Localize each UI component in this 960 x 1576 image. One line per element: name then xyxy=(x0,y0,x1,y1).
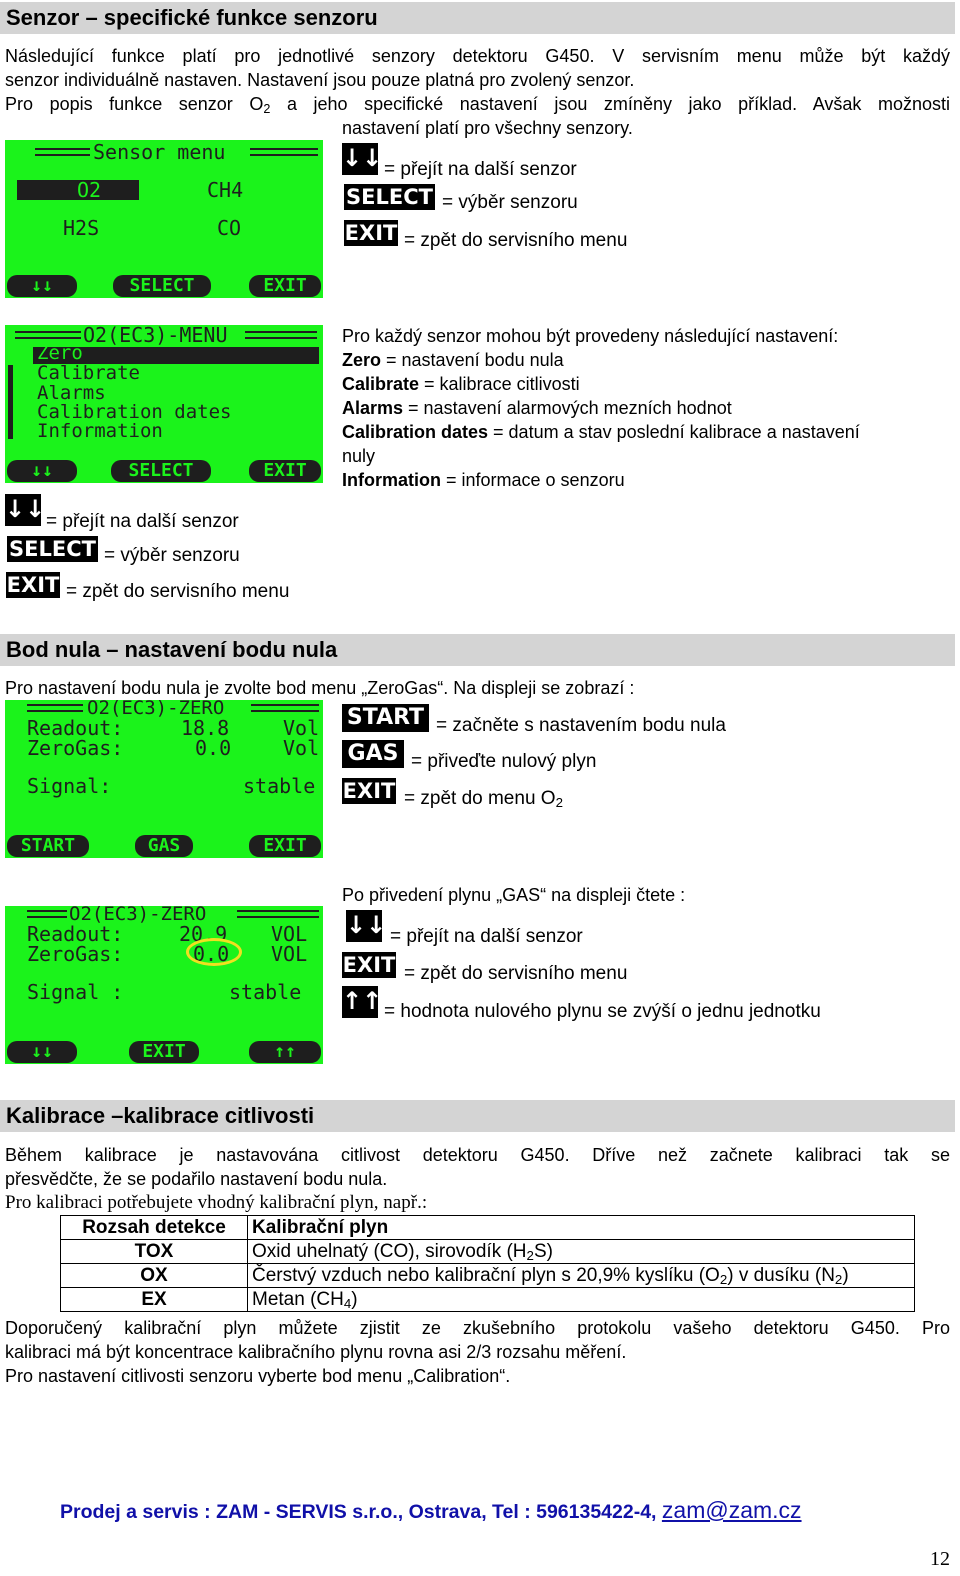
readout-unit: Vol xyxy=(283,716,320,740)
paragraph-line: Během kalibrace je nastavována citlivost detektoru G450. Dříve než začnete kalibraci tak se xyxy=(5,1145,950,1165)
zero-display-initial xyxy=(5,700,323,858)
menu-item-calibrate[interactable]: Calibrate xyxy=(37,362,140,384)
zerogas-value: 0.0 xyxy=(195,736,232,760)
paragraph-line: Pro kalibraci potřebujete vhodný kalibrační plyn, např.: xyxy=(5,1192,428,1213)
select-button[interactable]: SELECT xyxy=(113,275,211,297)
paragraph-line: Doporučený kalibrační plyn můžete zjistit ze zkušebního protokolu vašeho detektoru G450. Pro xyxy=(5,1318,950,1338)
zerogas-label: ZeroGas: xyxy=(27,736,124,760)
start-key-icon: START xyxy=(342,704,429,732)
legend-start: = začněte s nastavením bodu nula xyxy=(436,715,726,736)
table-cell-gas: Čerstvý vzduch nebo kalibrační plyn s 20,9% kyslíku $(O_2)$ v dusíku $(N_2)$ xyxy=(248,1264,915,1288)
double-down-arrow-icon: ↓↓ xyxy=(346,910,382,942)
settings-item: Zero = nastavení bodu nula xyxy=(342,350,564,370)
menu-item-ch4[interactable]: CH4 xyxy=(207,178,244,202)
zerogas-unit: Vol xyxy=(283,736,320,760)
settings-item: Calibration dates = datum a stav poslední kalibrace a nastavení xyxy=(342,422,860,442)
legend-select: = výběr senzoru xyxy=(104,545,240,566)
legend-exit: = zpět do servisního menu xyxy=(404,963,628,984)
paragraph-line: přesvědčte, že se podařilo nastavení bodu nula. xyxy=(5,1169,388,1189)
menu-item-co[interactable]: CO xyxy=(217,216,242,240)
down-button[interactable]: ↓↓ xyxy=(7,460,77,482)
table-header-row xyxy=(61,1216,915,1240)
settings-intro: Pro každý senzor mohou být provedeny následující nastavení: xyxy=(342,326,839,346)
zerogas-label: ZeroGas: xyxy=(27,942,124,966)
exit-key-icon: EXIT xyxy=(342,779,396,803)
footer: Prodej a servis : ZAM - SERVIS s.r.o., Ostrava, Tel : 596135422-4, zam@zam.cz xyxy=(60,1497,802,1523)
readout-label: Readout: xyxy=(27,922,124,946)
gas-key-icon: GAS xyxy=(342,740,404,768)
exit-button[interactable]: EXIT xyxy=(249,275,321,297)
settings-item: nuly xyxy=(342,446,376,466)
exit-button[interactable]: EXIT xyxy=(249,460,321,482)
menu-item-o2[interactable]: O2 xyxy=(77,178,102,202)
legend-down: = přejít na další senzor xyxy=(390,926,583,947)
legend-exit: = zpět do servisního menu xyxy=(66,581,290,602)
legend-exit: = zpět do menu $O_2$ xyxy=(404,788,563,810)
menu-item-zero[interactable]: Zero xyxy=(37,342,83,364)
legend-exit: = zpět do servisního menu xyxy=(404,230,628,251)
down-button[interactable]: ↓↓ xyxy=(7,275,77,297)
table-row xyxy=(61,1264,915,1288)
table-cell-range: TOX xyxy=(61,1240,248,1264)
paragraph-line: senzor individuálně nastaven. Nastavení jsou pouze platná pro zvolený senzor. xyxy=(5,70,635,90)
signal-label: Signal : xyxy=(27,980,124,1004)
signal-label: Signal: xyxy=(27,774,112,798)
readout-value: 18.8 xyxy=(181,716,230,740)
menu-item-alarms[interactable]: Alarms xyxy=(37,382,106,404)
table-cell-gas: Metan $(CH_4)$ xyxy=(248,1288,915,1312)
display-title: Sensor menu xyxy=(93,140,226,164)
zero-display-after-gas xyxy=(5,906,323,1064)
exit-key-icon: EXIT xyxy=(6,573,60,597)
section-heading-zero: Bod nula – nastavení bodu nula xyxy=(0,634,955,666)
page-number: 12 xyxy=(930,1548,950,1570)
double-up-arrow-icon: ↑↑ xyxy=(342,986,378,1018)
signal-value: stable xyxy=(229,980,302,1004)
table-cell-range: EX xyxy=(61,1288,248,1312)
settings-item: Calibrate = kalibrace citlivosti xyxy=(342,374,580,394)
menu-item-calibration-dates[interactable]: Calibration dates xyxy=(37,401,232,423)
up-button[interactable]: ↑↑ xyxy=(249,1041,321,1063)
table-row xyxy=(61,1288,915,1312)
zerogas-value: 0.0 xyxy=(193,942,230,966)
menu-item-information[interactable]: Information xyxy=(37,420,163,442)
select-key-icon: SELECT xyxy=(344,184,435,210)
paragraph-line: kalibraci má být koncentrace kalibračního plynu rovna asi 2/3 rozsahu měření. xyxy=(5,1342,627,1362)
paragraph-line: Pro popis funkce senzor $O_2$ a jeho specifické nastavení jsou zmíněny jako příklad. Avšak možnosti xyxy=(5,94,950,116)
table-row xyxy=(61,1240,915,1264)
select-button[interactable]: SELECT xyxy=(111,460,211,482)
paragraph-line: Pro nastavení citlivosti senzoru vyberte bod menu „Calibration“. xyxy=(5,1366,511,1386)
settings-item: Alarms = nastavení alarmových mezních hodnot xyxy=(342,398,732,418)
exit-key-icon: EXIT xyxy=(344,221,398,245)
paragraph-line: Následující funkce platí pro jednotlivé senzory detektoru G450. V servisním menu může být každý xyxy=(5,46,950,66)
display-title: O2(EC3)-ZERO xyxy=(69,906,207,925)
paragraph-line: nastavení platí pro všechny senzory. xyxy=(342,118,633,138)
zerogas-unit: VOL xyxy=(271,942,308,966)
select-key-icon: SELECT xyxy=(7,536,98,562)
legend-down: = přejít na další senzor xyxy=(384,159,577,180)
section-heading-calibration: Kalibrace –kalibrace citlivosti xyxy=(0,1100,955,1132)
table-cell-range: OX xyxy=(61,1264,248,1288)
readout-unit: VOL xyxy=(271,922,308,946)
legend-down: = přejít na další senzor xyxy=(46,511,239,532)
readout-value: 20.9 xyxy=(179,922,228,946)
legend-up: = hodnota nulového plynu se zvýší o jednu jednotku xyxy=(384,1001,821,1022)
highlight-circle xyxy=(186,938,242,966)
start-button[interactable]: START xyxy=(7,835,89,857)
section-heading-sensor: Senzor – specifické funkce senzoru xyxy=(0,2,955,34)
display-title: O2(EC3)-MENU xyxy=(83,325,228,347)
display-title: O2(EC3)-ZERO xyxy=(87,700,225,719)
email-link[interactable]: zam@zam.cz xyxy=(661,1497,802,1523)
exit-key-icon: EXIT xyxy=(342,953,396,977)
table-header: Rozsah detekce xyxy=(61,1216,248,1240)
menu-item-h2s[interactable]: H2S xyxy=(63,216,100,240)
down-button[interactable]: ↓↓ xyxy=(7,1041,77,1063)
legend-gas: = přiveďte nulový plyn xyxy=(411,751,597,772)
exit-button[interactable]: EXIT xyxy=(129,1041,199,1063)
after-gas-text: Po přivedení plynu „GAS“ na displeji čtete : xyxy=(342,885,686,905)
o2-menu-display xyxy=(5,325,323,483)
calibration-gas-table xyxy=(60,1215,915,1312)
double-down-arrow-icon: ↓↓ xyxy=(342,143,378,175)
gas-button[interactable]: GAS xyxy=(135,835,193,857)
sensor-menu-display xyxy=(5,140,323,298)
settings-item: Information = informace o senzoru xyxy=(342,470,625,490)
table-header: Kalibrační plyn xyxy=(248,1216,915,1240)
paragraph-line: Pro nastavení bodu nula je zvolte bod menu „ZeroGas“. Na displeji se zobrazí : xyxy=(5,678,635,698)
double-down-arrow-icon: ↓↓ xyxy=(5,494,41,526)
readout-label: Readout: xyxy=(27,716,124,740)
signal-value: stable xyxy=(243,774,316,798)
legend-select: = výběr senzoru xyxy=(442,192,578,213)
table-cell-gas: Oxid uhelnatý (CO), sirovodík $(H_2S)$ xyxy=(248,1240,915,1264)
exit-button[interactable]: EXIT xyxy=(249,835,321,857)
